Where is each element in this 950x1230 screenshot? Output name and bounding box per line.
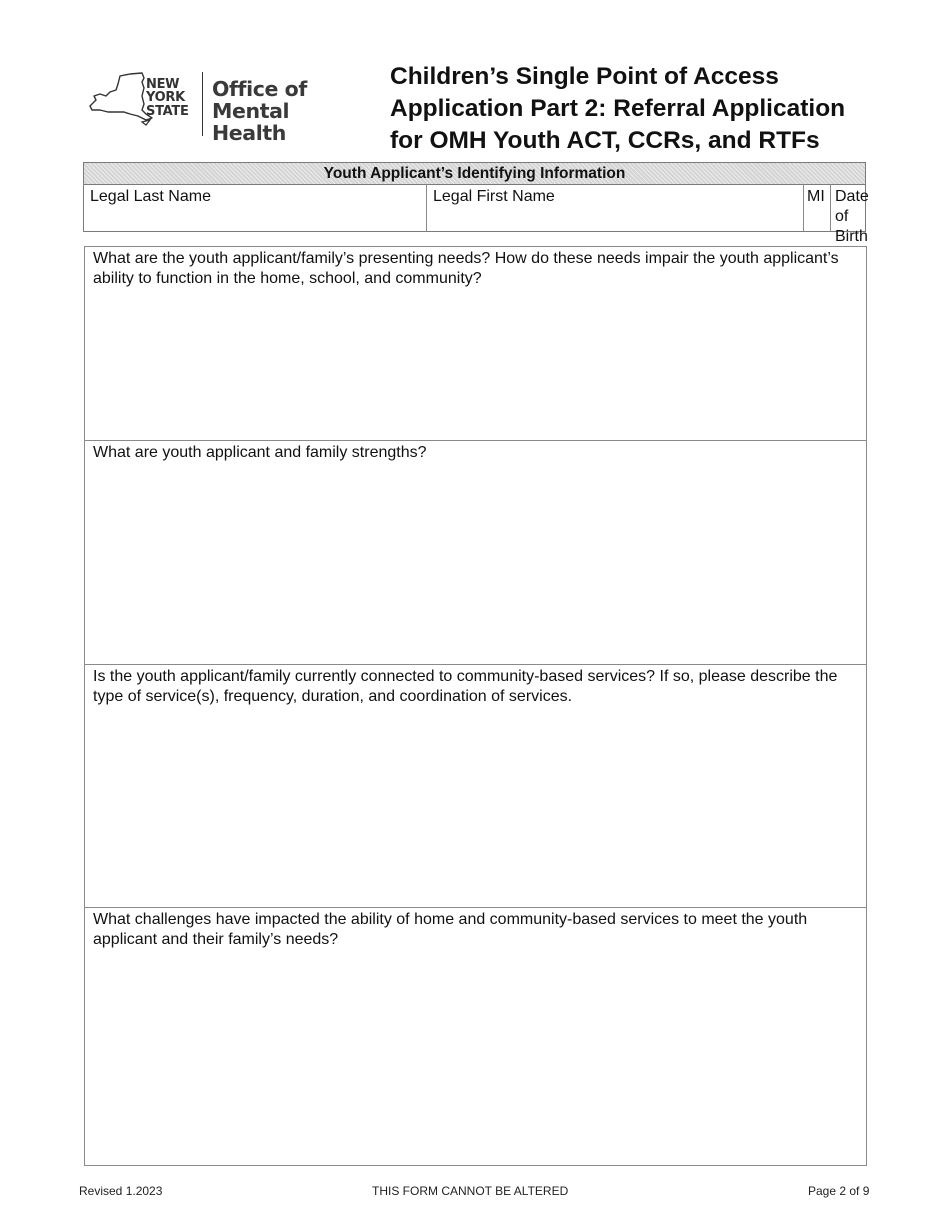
form-title — [390, 61, 845, 157]
questions-table — [84, 246, 867, 1166]
legal-first-name-label: Legal First Name — [433, 188, 555, 205]
logo-office-line-2: Mental Health — [212, 99, 290, 145]
date-of-birth-label: Date of Birth — [835, 188, 869, 245]
legal-first-name-field[interactable] — [427, 184, 803, 231]
date-of-birth-field[interactable] — [831, 184, 869, 245]
legal-last-name-label: Legal Last Name — [90, 188, 211, 205]
identifying-info-header: Youth Applicant’s Identifying Information — [84, 163, 865, 185]
logo-state-line-2: YORK — [146, 90, 185, 105]
challenges-box[interactable] — [85, 908, 866, 1165]
identifying-info-table — [83, 162, 869, 245]
nys-omh-logo — [86, 68, 361, 145]
logo-state-line-3: STATE — [146, 104, 189, 119]
strengths-box[interactable] — [85, 441, 866, 664]
form-notice: THIS FORM CANNOT BE ALTERED — [372, 1184, 569, 1198]
presenting-needs-box[interactable] — [85, 247, 866, 440]
logo-divider — [202, 72, 203, 136]
legal-last-name-field[interactable] — [84, 184, 426, 231]
revision-label: Revised 1.2023 — [79, 1184, 163, 1198]
strengths-question: What are youth applicant and family strengths? — [93, 444, 427, 461]
community-services-question: Is the youth applicant/family currently connected to community-based services? If so, please describe the type of service(s), frequency, duration, and coordination of services. — [93, 668, 838, 705]
middle-initial-label: MI — [807, 188, 825, 205]
logo-office-line-1: Office of — [212, 77, 307, 101]
presenting-needs-question: What are the youth applicant/family’s presenting needs? How do these needs impair the youth applicant’s ability to function in the home, school, and community? — [93, 250, 839, 287]
form-title-line-2: Application Part 2: Referral Application — [390, 95, 846, 122]
logo-state-line-1: NEW — [146, 77, 180, 92]
page-number: Page 2 of 9 — [808, 1184, 870, 1198]
community-services-box[interactable] — [85, 665, 866, 907]
middle-initial-field[interactable] — [804, 184, 830, 231]
form-title-line-1: Children’s Single Point of Access — [390, 63, 779, 90]
challenges-question: What challenges have impacted the ability of home and community-based services to meet the youth applicant and their family’s needs? — [93, 911, 808, 948]
form-title-line-3: for OMH Youth ACT, CCRs, and RTFs — [390, 127, 820, 154]
